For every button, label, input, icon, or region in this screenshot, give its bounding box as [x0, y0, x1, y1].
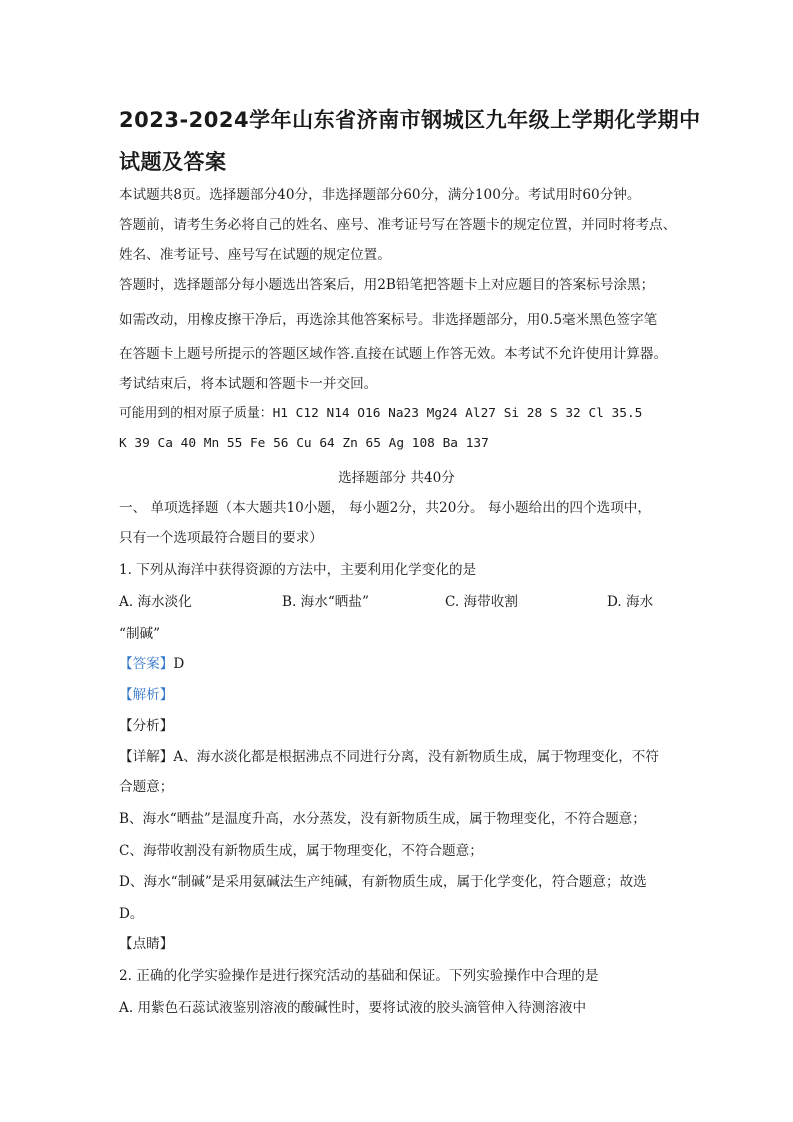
- q1-stem: 1. 下列从海洋中获得资源的方法中，主要利用化学变化的是: [119, 562, 477, 578]
- intro-line-3: 姓名、准考证号、座号写在试题的规定位置。: [119, 247, 391, 263]
- intro-line-1: 本试题共8页。选择题部分40分，非选择题部分60分，满分100分。考试用时60分钟。: [119, 187, 641, 203]
- dianjing-label: 【点睛】: [119, 936, 174, 952]
- q1-detail-line-1b: 合题意；: [119, 779, 174, 795]
- q1-option-d-continued: “制碱”: [119, 626, 161, 642]
- fenxi-label: 【分析】: [119, 718, 174, 734]
- document-title-line-2: 试题及答案: [119, 150, 227, 174]
- part-one-line-1: 一、 单项选择题（本大题共10小题， 每小题2分，共20分。 每小题给出的四个选项中，: [119, 500, 651, 516]
- intro-line-7: 考试结束后，将本试题和答题卡一并交回。: [119, 376, 378, 392]
- q1-answer: [119, 655, 184, 673]
- answer-value: D: [173, 656, 185, 672]
- q1-option-d: D. 海水: [607, 594, 654, 610]
- document-title-line-1: 2023-2024学年山东省济南市钢城区九年级上学期化学期中: [119, 108, 701, 132]
- atomic-mass-line-1: 可能用到的相对原子质量：H1 C12 N14 O16 Na23 Mg24 Al27 Si 28 S 32 Cl 35.5: [119, 406, 643, 421]
- part-one-line-2: 只有一个选项最符合题目的要求）: [119, 530, 323, 546]
- intro-line-4: 答题时，选择题部分每小题选出答案后，用2B铅笔把答题卡上对应题目的答案标号涂黑；: [119, 277, 655, 293]
- intro-line-6: 在答题卡上题号所提示的答题区域作答.直接在试题上作答无效。本考试不允许使用计算器。: [119, 346, 668, 362]
- q1-detail-line-1: 【详解】A、海水淡化都是根据沸点不同进行分离，没有新物质生成，属于物理变化，不符: [119, 749, 659, 765]
- intro-line-2: 答题前，请考生务必将自己的姓名、座号、准考证号写在答题卡的规定位置，并同时将考点、: [119, 217, 677, 233]
- q1-detail-line-3: C、海带收割没有新物质生成，属于物理变化，不符合题意；: [119, 843, 483, 859]
- analysis-label: 【解析】: [119, 687, 174, 703]
- q1-option-a: A. 海水淡化: [119, 594, 192, 610]
- q1-detail-line-2: B、海水“晒盐”是温度升高，水分蒸发，没有新物质生成，属于物理变化，不符合题意；: [119, 811, 646, 827]
- q1-detail-line-4: D、海水“制碱”是采用氨碱法生产纯碱，有新物质生成，属于化学变化，符合题意；故选: [119, 874, 647, 890]
- atomic-mass-line-2: K 39 Ca 40 Mn 55 Fe 56 Cu 64 Zn 65 Ag 108 Ba 137: [119, 436, 489, 451]
- intro-line-5: 如需改动，用橡皮擦干净后，再选涂其他答案标号。非选择题部分，用0.5毫米黑色签字笔: [119, 312, 658, 328]
- q2-stem: 2. 正确的化学实验操作是进行探究活动的基础和保证。下列实验操作中合理的是: [119, 968, 599, 984]
- section-heading: 选择题部分 共40分: [338, 470, 455, 486]
- q1-option-c: C. 海带收割: [445, 594, 518, 610]
- q1-option-b: B. 海水“晒盐”: [282, 594, 369, 610]
- q2-option-a: A. 用紫色石蕊试液鉴别溶液的酸碱性时，要将试液的胶头滴管伸入待测溶液中: [119, 1000, 587, 1016]
- q1-detail-line-4b: D。: [119, 906, 144, 922]
- answer-label: 【答案】: [119, 656, 174, 672]
